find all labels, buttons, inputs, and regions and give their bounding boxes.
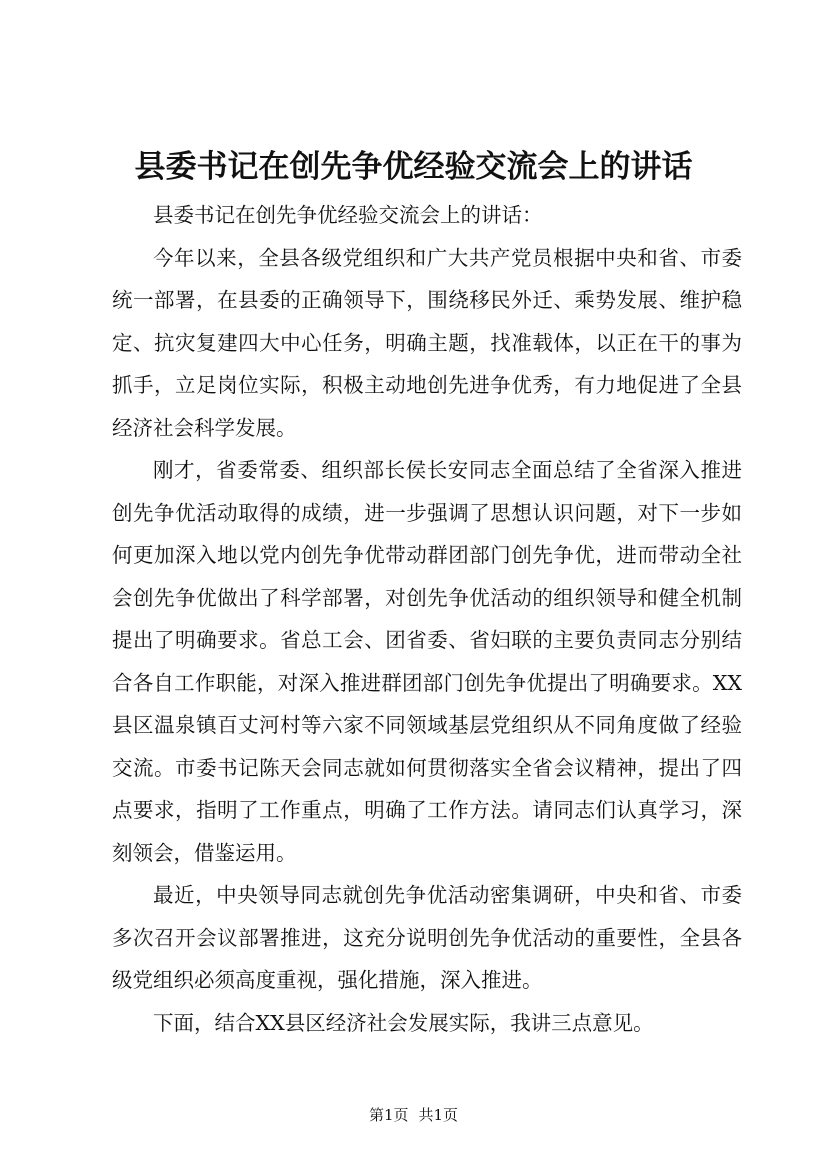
paragraph-2: 刚才，省委常委、组织部长侯长安同志全面总结了全省深入推进创先争优活动取得的成绩，进一步强调了思想认识问题，对下一步如何更加深入地以党内创先争优带动群团部门创先争优，进而带动全社会创先争优做出了科学部署，对创先争优活动的组织领导和健全机制提出了明确要求。省总工会、团省委、省妇联的主要负责同志分别结合各自工作职能，对深入推进群团部门创先争优提出了明确要求。XX县区温泉镇百丈河村等六家不同领域基层党组织从不同角度做了经验交流。市委书记陈天会同志就如何贯彻落实全省会议精神，提出了四点要求，指明了工作重点，明确了工作方法。请同志们认真学习，深刻领会，借鉴运用。 bbox=[112, 458, 742, 865]
paragraph-3: 最近，中央领导同志就创先争优活动密集调研，中央和省、市委多次召开会议部署推进，这充分说明创先争优活动的重要性，全县各级党组织必须高度重视，强化措施，深入推进。 bbox=[112, 883, 742, 992]
paragraph-intro: 县委书记在创先争优经验交流会上的讲话： bbox=[153, 203, 543, 227]
page-total: 共1页 bbox=[418, 1106, 459, 1124]
paragraph-1: 今年以来，全县各级党组织和广大共产党员根据中央和省、市委统一部署，在县委的正确领导下，围绕移民外迁、乘势发展、维护稳定、抗灾复建四大中心任务，明确主题，找准载体，以正在干的事为抓手，立足岗位实际，积极主动地创先进争优秀，有力地促进了全县经济社会科学发展。 bbox=[112, 245, 742, 440]
paragraph-4: 下面，结合XX县区经济社会发展实际，我讲三点意见。 bbox=[153, 1010, 654, 1035]
document-body bbox=[112, 194, 742, 1044]
document-title: 县委书记在创先争优经验交流会上的讲话 bbox=[134, 149, 693, 185]
page-number: 第1页 bbox=[368, 1106, 409, 1124]
page-footer bbox=[0, 1105, 827, 1125]
